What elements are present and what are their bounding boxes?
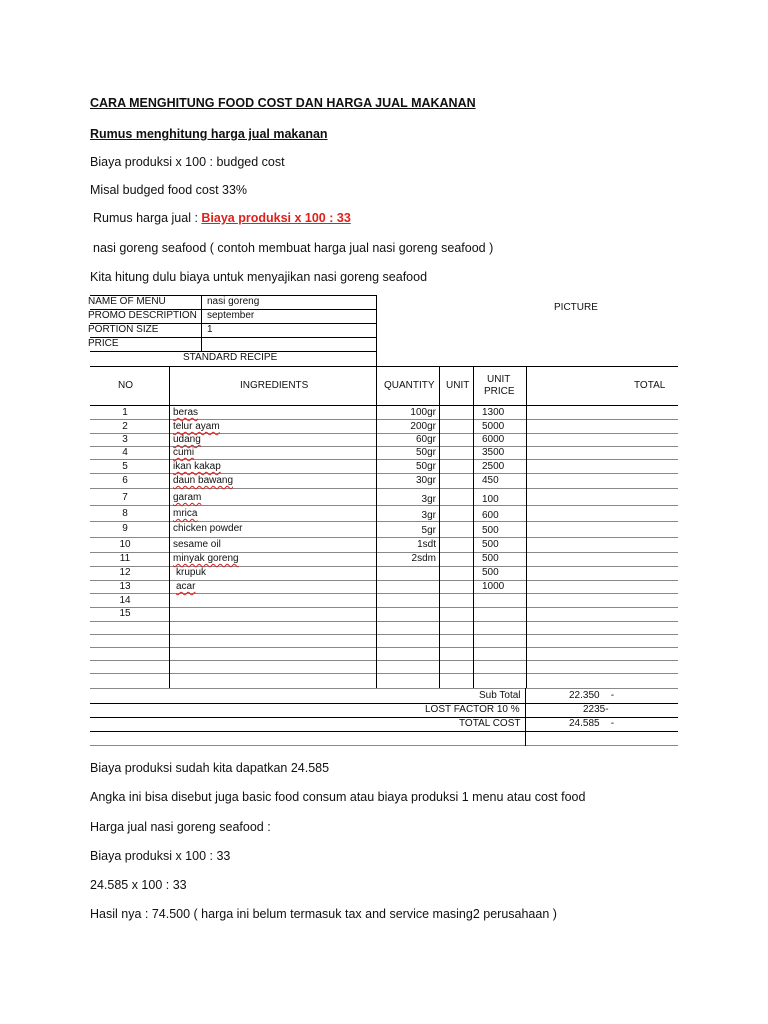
row-quantity: 50gr	[415, 447, 436, 458]
formula-line: Biaya produksi x 100 : budged cost	[90, 155, 285, 169]
row-unit-price: 500	[482, 525, 499, 536]
row-number: 6	[122, 475, 128, 486]
grid-line	[90, 366, 678, 367]
row-number: 15	[119, 608, 131, 619]
row-ingredient: cumi	[173, 447, 195, 458]
row-number: 9	[122, 523, 128, 534]
grid-line	[90, 459, 678, 460]
row-number: 10	[119, 539, 131, 550]
row-quantity: 50gr	[415, 461, 436, 472]
grid-line	[90, 473, 678, 474]
grid-line	[90, 419, 678, 420]
row-ingredient: chicken powder	[173, 523, 243, 534]
row-unit-price: 500	[482, 539, 499, 550]
grid-line	[90, 537, 678, 538]
col-header-unit-price-line1: UNIT	[487, 374, 511, 385]
row-number: 8	[122, 508, 128, 519]
row-ingredient: sesame oil	[173, 539, 221, 550]
grid-line	[90, 621, 678, 622]
row-number: 3	[122, 434, 128, 445]
example-line: Misal budged food cost 33%	[90, 183, 248, 197]
row-ingredient: beras	[173, 407, 199, 418]
row-ingredient: telur ayam	[173, 421, 220, 432]
row-unit-price: 1300	[482, 407, 505, 418]
grid-line	[90, 488, 678, 489]
col-header-no: NO	[118, 380, 133, 391]
subtotal-label: Sub Total	[479, 690, 521, 701]
row-unit-price: 600	[482, 510, 499, 521]
row-unit-price: 6000	[482, 434, 505, 445]
col-header-unit-price-line2: PRICE	[484, 386, 515, 397]
total-cost-value: 24.585 -	[569, 718, 615, 729]
section-heading: Rumus menghitung harga jual makanan	[90, 127, 328, 141]
selling-price-result: Hasil nya : 74.500 ( harga ini belum termasuk tax and service masing2 perusahaan )	[90, 907, 557, 921]
row-unit-price: 3500	[482, 447, 505, 458]
row-ingredient: minyak goreng	[173, 553, 239, 564]
row-number: 13	[119, 581, 131, 592]
grid-line	[90, 731, 678, 732]
grid-line	[439, 366, 440, 688]
row-unit-price: 100	[482, 494, 499, 505]
selling-price-formula	[93, 210, 351, 226]
col-header-unit: UNIT	[446, 380, 470, 391]
row-number: 2	[122, 421, 128, 432]
row-ingredient: garam	[173, 492, 202, 503]
selling-price-heading: Harga jual nasi goreng seafood :	[90, 820, 271, 834]
row-number: 7	[122, 492, 128, 503]
row-unit-price: 1000	[482, 581, 505, 592]
example-intro: nasi goreng seafood ( contoh membuat harga jual nasi goreng seafood )	[93, 241, 494, 255]
formula-prefix: Rumus harga jual :	[93, 211, 202, 225]
grid-line	[473, 366, 474, 688]
row-quantity: 3gr	[421, 510, 436, 521]
selling-price-formula-2: Biaya produksi x 100 : 33	[90, 849, 231, 863]
grid-line	[90, 688, 678, 689]
row-number: 12	[119, 567, 131, 578]
row-quantity: 200gr	[410, 421, 436, 432]
formula-highlight: Biaya produksi x 100 : 33	[201, 211, 351, 225]
row-number: 1	[122, 407, 128, 418]
grid-line	[169, 366, 170, 688]
row-number: 14	[119, 595, 131, 606]
picture-label: PICTURE	[554, 302, 598, 313]
header-value-promo: september	[207, 310, 255, 321]
standard-recipe-label: STANDARD RECIPE	[183, 352, 278, 363]
grid-line	[90, 593, 678, 594]
subtotal-value: 22.350 -	[569, 690, 615, 701]
row-unit-price: 500	[482, 553, 499, 564]
row-ingredient: krupuk	[176, 567, 207, 578]
grid-line	[90, 405, 678, 406]
grid-line	[90, 647, 678, 648]
header-label-promo: PROMO DESCRIPTION	[88, 310, 197, 321]
row-ingredient: daun bawang	[173, 475, 234, 486]
lost-factor-value: 2235-	[583, 704, 609, 715]
row-unit-price: 2500	[482, 461, 505, 472]
selling-price-calculation: 24.585 x 100 : 33	[90, 878, 187, 892]
row-unit-price: 5000	[482, 421, 505, 432]
result-line: Biaya produksi sudah kita dapatkan 24.585	[90, 761, 330, 775]
header-label-price: PRICE	[88, 338, 119, 349]
document-title: CARA MENGHITUNG FOOD COST DAN HARGA JUAL MAKANAN	[90, 96, 476, 110]
col-header-ingredients: INGREDIENTS	[240, 380, 309, 391]
row-ingredient: ikan kakap	[173, 461, 221, 472]
grid-line	[90, 660, 678, 661]
row-quantity: 30gr	[415, 475, 436, 486]
row-unit-price: 500	[482, 567, 499, 578]
grid-line	[526, 366, 527, 688]
header-value-portion: 1	[207, 324, 213, 335]
grid-line	[525, 688, 526, 746]
col-header-total: TOTAL	[634, 380, 666, 391]
row-ingredient: udang	[173, 434, 201, 445]
total-cost-label: TOTAL COST	[459, 718, 521, 729]
row-quantity: 100gr	[410, 407, 436, 418]
header-label-portion: PORTION SIZE	[88, 324, 159, 335]
header-value-menu: nasi goreng	[207, 296, 260, 307]
row-quantity: 60gr	[415, 434, 436, 445]
row-unit-price: 450	[482, 475, 499, 486]
lost-factor-label: LOST FACTOR 10 %	[425, 704, 520, 715]
grid-line	[90, 607, 678, 608]
row-number: 11	[119, 553, 131, 564]
grid-line	[376, 366, 377, 688]
explanation-line: Angka ini bisa disebut juga basic food consum atau biaya produksi 1 menu atau cost food	[90, 790, 586, 804]
row-quantity: 3gr	[421, 494, 436, 505]
row-quantity: 2sdm	[411, 553, 436, 564]
header-label-menu: NAME OF MENU	[88, 296, 166, 307]
row-quantity: 1sdt	[417, 539, 436, 550]
grid-line	[90, 673, 678, 674]
row-ingredient: mrica	[173, 508, 198, 519]
col-header-quantity: QUANTITY	[384, 380, 435, 391]
grid-line	[90, 745, 678, 746]
row-quantity: 5gr	[421, 525, 436, 536]
row-ingredient: acar	[176, 581, 196, 592]
calculation-intro: Kita hitung dulu biaya untuk menyajikan nasi goreng seafood	[90, 270, 428, 284]
row-number: 5	[122, 461, 128, 472]
row-number: 4	[122, 447, 128, 458]
grid-line	[90, 634, 678, 635]
